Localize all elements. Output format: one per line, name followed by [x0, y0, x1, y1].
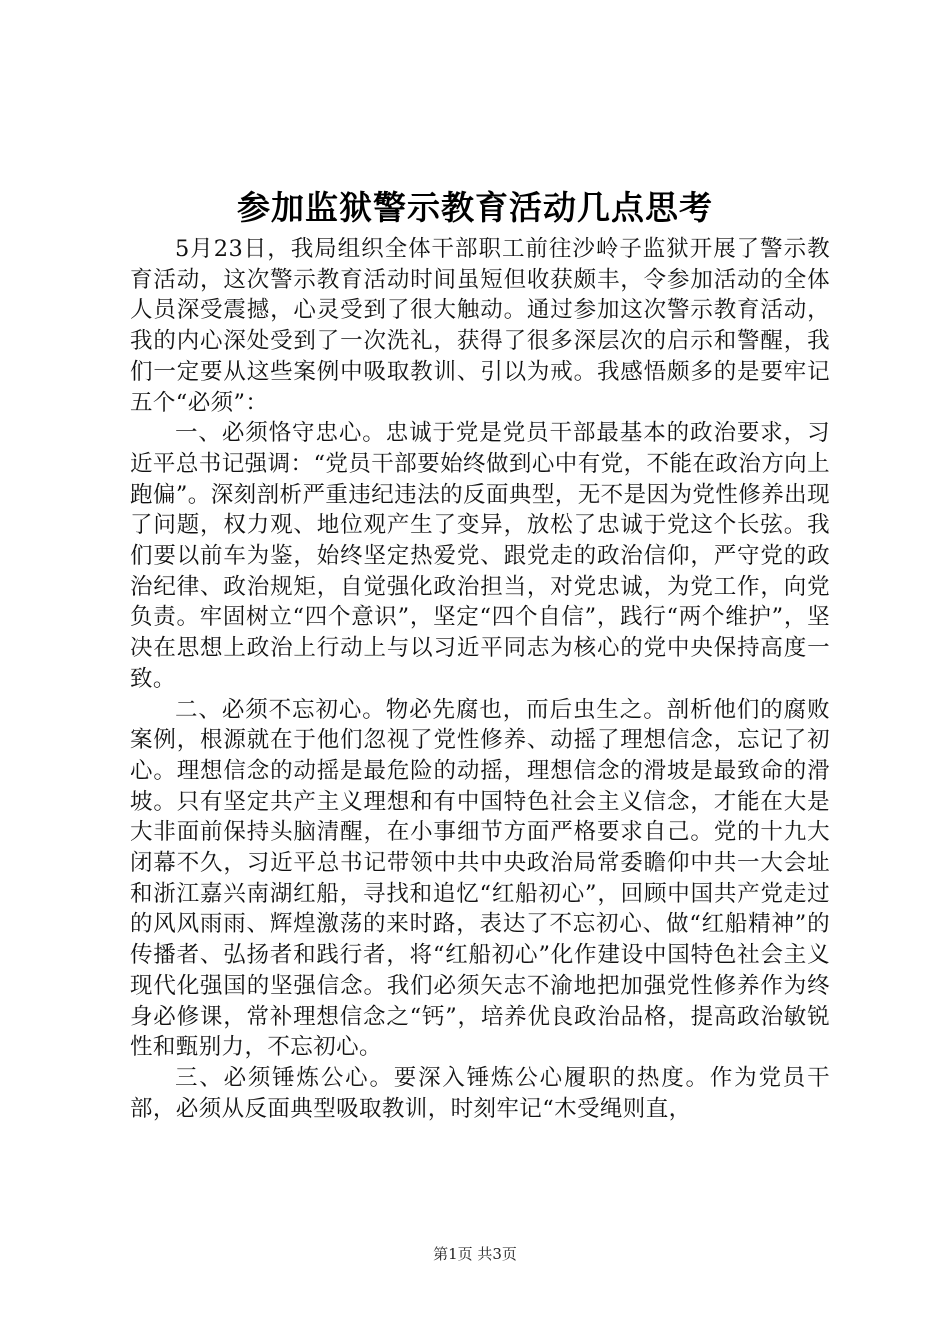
paragraph-point-2: 二、必须不忘初心。物必先腐也，而后虫生之。剖析他们的腐败案例，根源就在于他们忽视了党性修养、动摇了理想信念，忘记了初心。理想信念的动摇是最危险的动摇，理想信念的滑坡是最致命的滑坡。只有坚定共产主义理想和有中国特色社会主义信念，才能在大是大非面前保持头脑清醒，在小事细节方面严格要求自己。党的十九大闭幕不久，习近平总书记带领中共中央政治局常委瞻仰中共一大会址和浙江嘉兴南湖红船，寻找和追忆“红船初心”，回顾中国共产党走过的风风雨雨、辉煌激荡的来时路，表达了不忘初心、做“红船精神”的传播者、弘扬者和践行者，将“红船初心”化作建设中国特色社会主义现代化强国的坚强信念。我们必须矢志不渝地把加强党性修养作为终身必修课，常补理想信念之“钙”，培养优良政治品格，提高政治敏锐性和甄别力，不忘初心。	[130, 696, 830, 1061]
document-body	[130, 234, 830, 1124]
paragraph-point-3: 三、必须锤炼公心。要深入锤炼公心履职的热度。作为党员干部，必须从反面典型吸取教训，时刻牢记“木受绳则直，	[130, 1064, 830, 1122]
paragraph-point-1: 一、必须恪守忠心。忠诚于党是党员干部最基本的政治要求，习近平总书记强调：“党员干部要始终做到心中有党，不能在政治方向上跑偏”。深刻剖析严重违纪违法的反面典型，无不是因为党性修养出现了问题，权力观、地位观产生了变异，放松了忠诚于党这个长弦。我们要以前车为鉴，始终坚定热爱党、跟党走的政治信仰，严守党的政治纪律、政治规矩，自觉强化政治担当，对党忠诚，为党工作，向党负责。牢固树立“四个意识”，坚定“四个自信”，践行“两个维护”，坚决在思想上政治上行动上与以习近平同志为核心的党中央保持高度一致。	[130, 420, 830, 692]
paragraph-intro: 5月23日，我局组织全体干部职工前往沙岭子监狱开展了警示教育活动，这次警示教育活动时间虽短但收获颇丰，令参加活动的全体人员深受震撼，心灵受到了很大触动。通过参加这次警示教育活动，我的内心深处受到了一次洗礼，获得了很多深层次的启示和警醒，我们一定要从这些案例中吸取教训、引以为戒。我感悟颇多的是要牢记五个“必须”：	[130, 236, 830, 416]
document-title: 参加监狱警示教育活动几点思考	[237, 188, 713, 227]
page-footer: 第1页 共3页	[433, 1245, 517, 1263]
